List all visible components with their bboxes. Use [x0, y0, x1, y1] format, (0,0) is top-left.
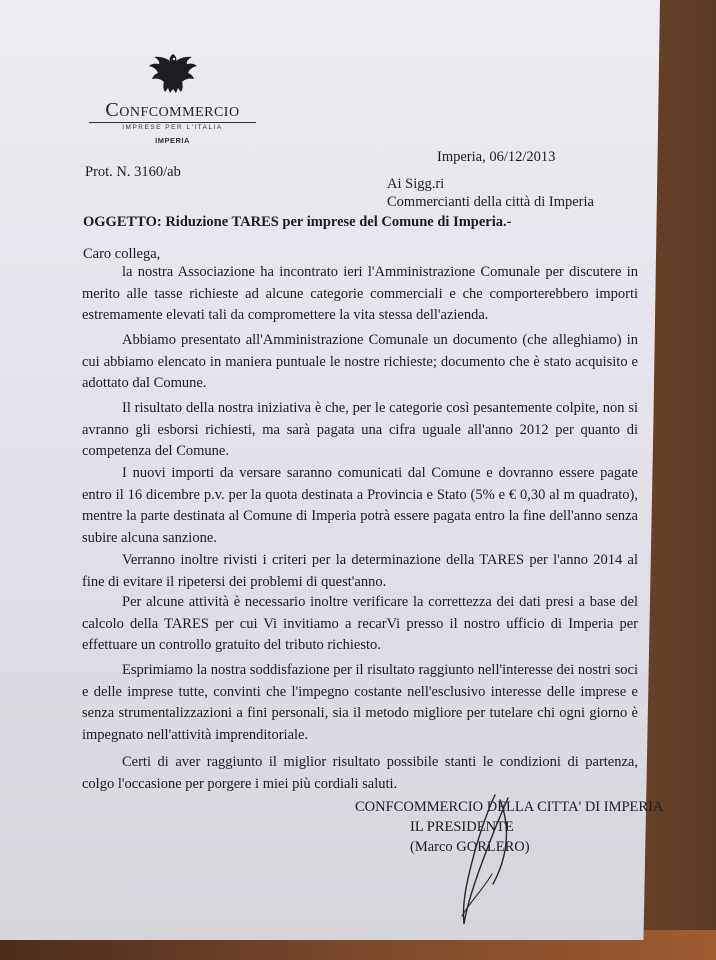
signature-organization: CONFCOMMERCIO DELLA CITTA' DI IMPERIA — [355, 799, 664, 815]
closing-paragraph: Certi di aver raggiunto il miglior risultato possibile stanti le condizioni di partenza, colgo l'occasione per porgere i miei più cordiali saluti. — [82, 754, 638, 792]
brand-tagline: IMPRESE PER L'ITALIA — [122, 124, 223, 131]
signature-role: IL PRESIDENTE — [410, 819, 514, 835]
letterhead-logo — [85, 52, 260, 145]
subject-line: OGGETTO: Riduzione TARES per imprese del Comune di Imperia.- — [83, 214, 512, 230]
paragraph-3: Il risultato della nostra iniziativa è che, per le categorie così pesantemente colpite, non si avranno gli esborsi richiesti, ma sarà pagata una cifra uguale all'anno 2012 per quanto di competenza del Comune. — [82, 400, 638, 459]
eagle-icon — [146, 52, 200, 98]
paragraph-5: Verranno inoltre rivisti i criteri per la determinazione della TARES per l'anno 2014 al fine di evitare il ripetersi dei problemi di quest'anno. — [82, 552, 638, 590]
salutation: Caro collega, — [83, 246, 161, 262]
brand-divider — [89, 122, 256, 123]
recipient-line-1: Ai Sigg.ri — [387, 176, 445, 192]
paragraph-6: Per alcune attività è necessario inoltre verificare la correttezza dei dati presi a base del calcolo della TARES per cui Vi invitiamo a recarVi presso il nostro ufficio di Imperia per effettuare un controllo gratuito del tributo richiesto. — [82, 594, 638, 653]
protocol-number: Prot. N. 3160/ab — [85, 164, 181, 180]
branch-city: IMPERIA — [155, 136, 190, 145]
recipient-line-2: Commercianti della città di Imperia — [387, 194, 594, 210]
date-line: Imperia, 06/12/2013 — [437, 149, 556, 165]
paragraph-1: la nostra Associazione ha incontrato ieri l'Amministrazione Comunale per discutere in merito alle tasse richieste ad alcune categorie commerciali e che comporterebbero importi estremamente elevati tali da compromettere la vita stessa dell'azienda. — [82, 264, 638, 323]
paragraph-7: Esprimiamo la nostra soddisfazione per il risultato raggiunto nell'interesse dei nostri soci e delle imprese tutte, convinti che l'impegno costante nell'esclusivo interesse delle imprese e senza strumentalizzazioni a fini personali, sia il metodo migliore per tutelare chi ogni giorno è impegnato nell'attività imprenditoriale. — [82, 662, 638, 743]
brand-name: Confcommercio — [105, 99, 240, 121]
paragraph-4: I nuovi importi da versare saranno comunicati dal Comune e dovranno essere pagate entro il 16 dicembre p.v. per la quota destinata a Provincia e Stato (5% e € 0,30 al m quadrato), mentre la parte destinata al Comune di Imperia potrà essere pagata entro la fine dell'anno senza subire alcuna sanzione. — [82, 465, 638, 546]
signature-name: (Marco GORLERO) — [410, 839, 530, 855]
paragraph-2: Abbiamo presentato all'Amministrazione Comunale un documento (che alleghiamo) in cui abbiamo elencato in maniera puntuale le nostre richieste; documento che è stato acquisito e adottato dal Comune. — [82, 332, 638, 391]
